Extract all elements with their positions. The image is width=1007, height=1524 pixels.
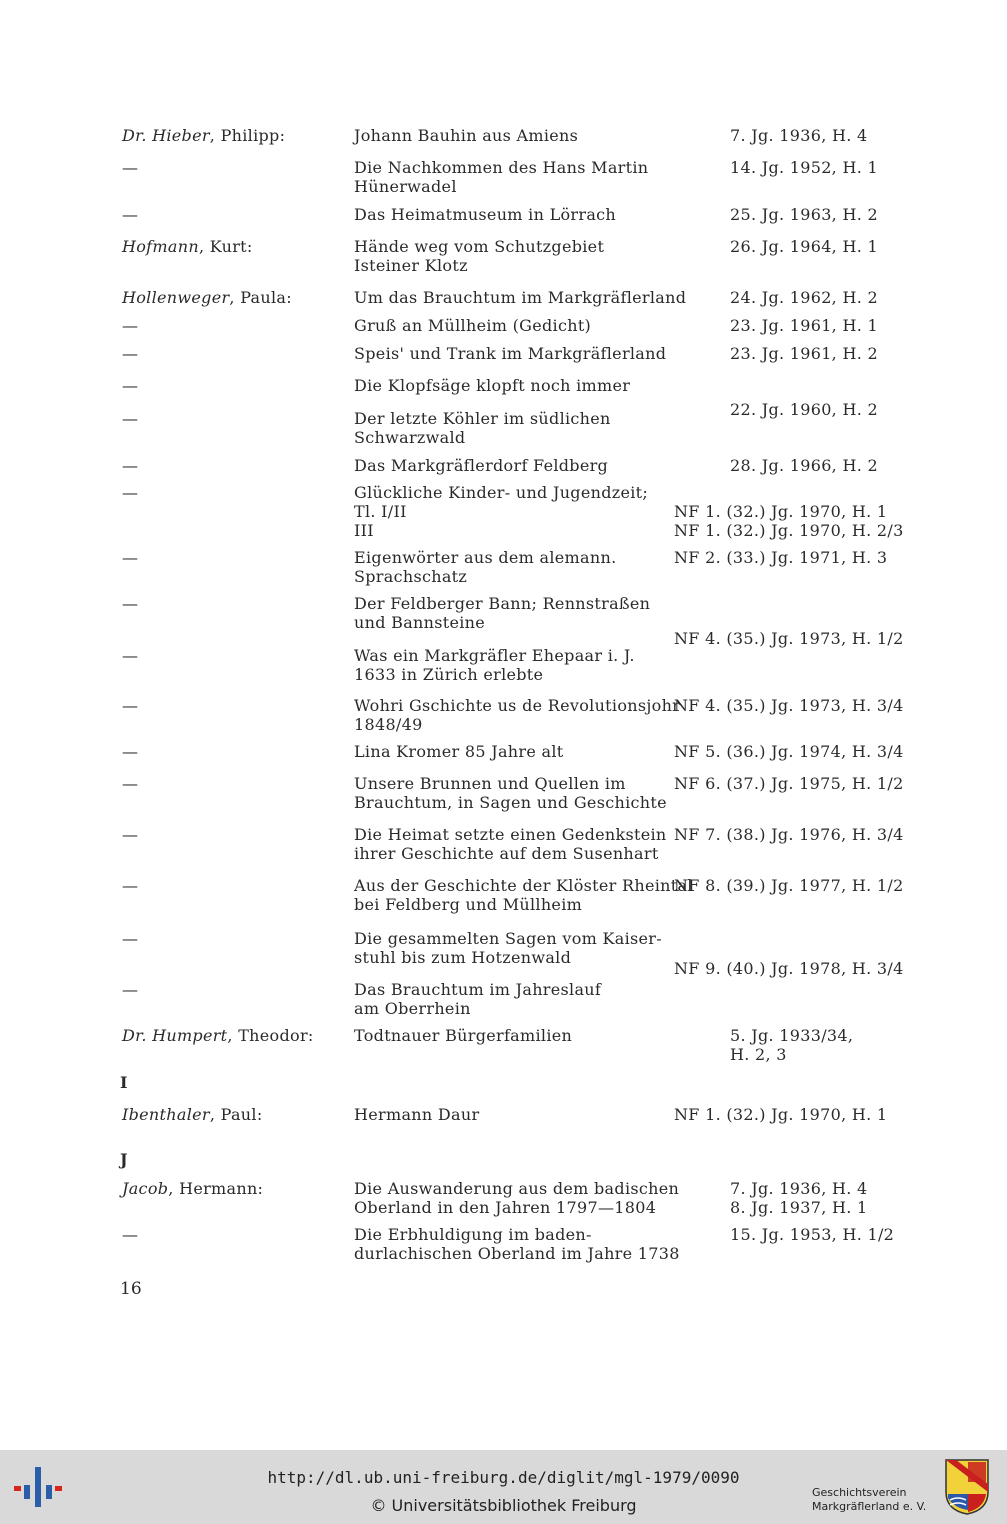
reference-line: NF 6. (37.) Jg. 1975, H. 1/2	[674, 774, 904, 793]
volume-reference	[730, 205, 878, 224]
reference-line: 24. Jg. 1962, H. 2	[730, 288, 878, 307]
author-surname: Ibenthaler	[122, 1105, 210, 1124]
ditto-dash: —	[122, 483, 139, 502]
title-line: Um das Brauchtum im Markgräflerland	[354, 288, 687, 307]
article-title	[354, 876, 693, 914]
author-surname: Hieber	[152, 126, 210, 145]
title-line: am Oberrhein	[354, 999, 471, 1018]
title-line: Die gesammelten Sagen vom Kaiser-	[354, 929, 662, 948]
title-line: 1633 in Zürich erlebte	[354, 665, 544, 684]
author-name	[122, 1105, 263, 1124]
author-name	[122, 1179, 263, 1198]
reference-line: NF 4. (35.) Jg. 1973, H. 3/4	[674, 696, 904, 715]
article-title	[354, 1026, 684, 1045]
ditto-dash: —	[122, 876, 139, 895]
volume-reference	[730, 1179, 867, 1217]
article-title	[354, 929, 684, 967]
title-line: Sprachschatz	[354, 567, 468, 586]
article-title	[354, 205, 684, 224]
volume-reference	[674, 696, 904, 715]
title-line: und Bannsteine	[354, 613, 486, 632]
volume-reference	[674, 876, 904, 895]
article-title	[354, 1225, 684, 1263]
title-line: Todtnauer Bürgerfamilien	[354, 1026, 573, 1045]
title-line: 1848/49	[354, 715, 423, 734]
title-line: durlachischen Oberland im Jahre 1738	[354, 1244, 680, 1263]
ditto-dash: —	[122, 696, 139, 715]
volume-reference	[674, 742, 904, 761]
title-line: Hermann Daur	[354, 1105, 480, 1124]
title-line: Das Heimatmuseum in Lörrach	[354, 205, 617, 224]
volume-reference	[730, 237, 878, 256]
article-title	[354, 594, 684, 632]
article-title	[354, 1179, 684, 1217]
article-title	[354, 344, 684, 363]
volume-reference	[730, 126, 867, 145]
title-line: Speis' und Trank im Markgräflerland	[354, 344, 667, 363]
volume-reference	[674, 959, 904, 978]
title-line: Hände weg vom Schutzgebiet	[354, 237, 605, 256]
reference-line: 23. Jg. 1961, H. 1	[730, 316, 878, 335]
ditto-dash: —	[122, 409, 139, 428]
author-name	[122, 126, 285, 145]
article-title	[354, 774, 684, 812]
title-line: Schwarzwald	[354, 428, 466, 447]
article-title	[354, 376, 684, 395]
author-surname: Humpert	[152, 1026, 228, 1045]
title-line: Tl. I/II	[354, 502, 407, 521]
reference-line: 25. Jg. 1963, H. 2	[730, 205, 878, 224]
reference-line: NF 4. (35.) Jg. 1973, H. 1/2	[674, 629, 904, 648]
title-line: Oberland in den Jahren 1797—1804	[354, 1198, 657, 1217]
title-line: stuhl bis zum Hotzenwald	[354, 948, 572, 967]
title-line: Die Erbhuldigung im baden-	[354, 1225, 592, 1244]
title-line: Die Klopfsäge klopft noch immer	[354, 376, 631, 395]
page-number: 16	[120, 1279, 142, 1299]
reference-line: NF 7. (38.) Jg. 1976, H. 3/4	[674, 825, 904, 844]
title-line: Der letzte Köhler im südlichen	[354, 409, 611, 428]
volume-reference	[730, 344, 878, 363]
reference-line: NF 1. (32.) Jg. 1970, H. 1	[674, 502, 888, 521]
title-line: Das Brauchtum im Jahreslauf	[354, 980, 602, 999]
volume-reference	[730, 456, 878, 475]
title-line: Lina Kromer 85 Jahre alt	[354, 742, 564, 761]
volume-reference	[674, 825, 904, 844]
title-line: Wohri Gschichte us de Revolutionsjohr	[354, 696, 681, 715]
article-title	[354, 483, 684, 540]
volume-reference	[730, 1026, 853, 1064]
author-given-name: , Kurt:	[198, 237, 253, 256]
title-line: Brauchtum, in Sagen und Geschichte	[354, 793, 667, 812]
ditto-dash: —	[122, 1225, 139, 1244]
title-line: Isteiner Klotz	[354, 256, 468, 275]
reference-line: 22. Jg. 1960, H. 2	[730, 400, 878, 419]
org-line-1: Geschichtsverein	[812, 1486, 907, 1499]
author-given-name: , Hermann:	[168, 1179, 264, 1198]
ditto-dash: —	[122, 929, 139, 948]
org-line-2: Markgräflerland e. V.	[812, 1500, 927, 1513]
author-name	[122, 1026, 314, 1045]
copyright-text: © Universitätsbibliothek Freiburg	[370, 1496, 637, 1515]
section-letter: J	[120, 1150, 128, 1169]
ditto-dash: —	[122, 594, 139, 613]
reference-line: 28. Jg. 1966, H. 2	[730, 456, 878, 475]
title-line: ihrer Geschichte auf dem Susenhart	[354, 844, 659, 863]
reference-line: 15. Jg. 1953, H. 1/2	[730, 1225, 895, 1244]
article-title	[354, 825, 684, 863]
reference-line: NF 9. (40.) Jg. 1978, H. 3/4	[674, 959, 904, 978]
title-line: Eigenwörter aus dem alemann.	[354, 548, 617, 567]
title-line: Das Markgräflerdorf Feldberg	[354, 456, 609, 475]
reference-line: NF 1. (32.) Jg. 1970, H. 2/3	[674, 521, 904, 540]
section-letter: I	[120, 1073, 128, 1092]
volume-reference	[730, 400, 878, 419]
title-line: Was ein Markgräfler Ehepaar i. J.	[354, 646, 635, 665]
article-title	[354, 1105, 684, 1124]
ditto-dash: —	[122, 548, 139, 567]
reference-line: 8. Jg. 1937, H. 1	[730, 1198, 868, 1217]
article-title	[354, 126, 684, 145]
author-given-name: , Paula:	[229, 288, 292, 307]
author-name	[122, 288, 292, 307]
ditto-dash: —	[122, 825, 139, 844]
title-line: Gruß an Müllheim (Gedicht)	[354, 316, 592, 335]
author-surname: Jacob	[122, 1179, 169, 1198]
author-name	[122, 237, 253, 256]
article-title	[354, 237, 684, 275]
reference-line	[674, 483, 904, 502]
article-title	[354, 742, 684, 761]
article-title	[354, 980, 684, 1018]
article-title	[354, 288, 687, 307]
title-line: bei Feldberg und Müllheim	[354, 895, 583, 914]
volume-reference	[674, 1105, 887, 1124]
author-surname: Hollenweger	[122, 288, 230, 307]
coat-of-arms-icon	[944, 1458, 990, 1516]
title-line: Glückliche Kinder- und Jugendzeit;	[354, 483, 649, 502]
title-line: Der Feldberger Bann; Rennstraßen	[354, 594, 651, 613]
article-title	[354, 158, 684, 196]
document-url[interactable]: http://dl.ub.uni-freiburg.de/diglit/mgl-1979/0090	[267, 1468, 740, 1487]
title-line: Johann Bauhin aus Amiens	[354, 126, 579, 145]
ditto-dash: —	[122, 158, 139, 177]
org-name	[812, 1486, 926, 1514]
author-given-name: , Philipp:	[209, 126, 286, 145]
title-line: Die Heimat setzte einen Gedenkstein	[354, 825, 667, 844]
ditto-dash: —	[122, 376, 139, 395]
ditto-dash: —	[122, 344, 139, 363]
volume-reference	[674, 483, 904, 540]
ditto-dash: —	[122, 456, 139, 475]
reference-line: NF 2. (33.) Jg. 1971, H. 3	[674, 548, 888, 567]
reference-line: 7. Jg. 1936, H. 4	[730, 1179, 868, 1198]
author-surname: Hofmann	[122, 237, 199, 256]
title-line: Aus der Geschichte der Klöster Rheintal	[354, 876, 693, 895]
reference-line: NF 8. (39.) Jg. 1977, H. 1/2	[674, 876, 904, 895]
reference-line: 14. Jg. 1952, H. 1	[730, 158, 878, 177]
author-prefix: Dr.	[122, 1026, 153, 1045]
reference-line: 23. Jg. 1961, H. 2	[730, 344, 878, 363]
reference-line: H. 2, 3	[730, 1045, 787, 1064]
ditto-dash: —	[122, 316, 139, 335]
volume-reference	[674, 629, 904, 648]
article-title	[354, 696, 684, 734]
author-given-name: , Theodor:	[227, 1026, 314, 1045]
reference-line: 5. Jg. 1933/34,	[730, 1026, 854, 1045]
ditto-dash: —	[122, 742, 139, 761]
volume-reference	[730, 158, 878, 177]
ditto-dash: —	[122, 646, 139, 665]
reference-line: NF 5. (36.) Jg. 1974, H. 3/4	[674, 742, 904, 761]
volume-reference	[730, 1225, 894, 1244]
title-line: Die Auswanderung aus dem badischen	[354, 1179, 680, 1198]
reference-line: 7. Jg. 1936, H. 4	[730, 126, 868, 145]
ditto-dash: —	[122, 205, 139, 224]
ditto-dash: —	[122, 774, 139, 793]
title-line: III	[354, 521, 374, 540]
ditto-dash: —	[122, 980, 139, 999]
article-title	[354, 409, 684, 447]
title-line: Die Nachkommen des Hans Martin	[354, 158, 649, 177]
reference-line: 26. Jg. 1964, H. 1	[730, 237, 878, 256]
author-given-name: , Paul:	[209, 1105, 263, 1124]
author-prefix: Dr.	[122, 126, 153, 145]
volume-reference	[674, 548, 887, 567]
volume-reference	[730, 316, 878, 335]
article-title	[354, 456, 684, 475]
volume-reference	[674, 774, 904, 793]
title-line: Hünerwadel	[354, 177, 457, 196]
reference-line: NF 1. (32.) Jg. 1970, H. 1	[674, 1105, 888, 1124]
article-title	[354, 316, 684, 335]
volume-reference	[730, 288, 878, 307]
article-title	[354, 646, 684, 684]
title-line: Unsere Brunnen und Quellen im	[354, 774, 626, 793]
footer-bar	[0, 1450, 1007, 1524]
article-title	[354, 548, 684, 586]
